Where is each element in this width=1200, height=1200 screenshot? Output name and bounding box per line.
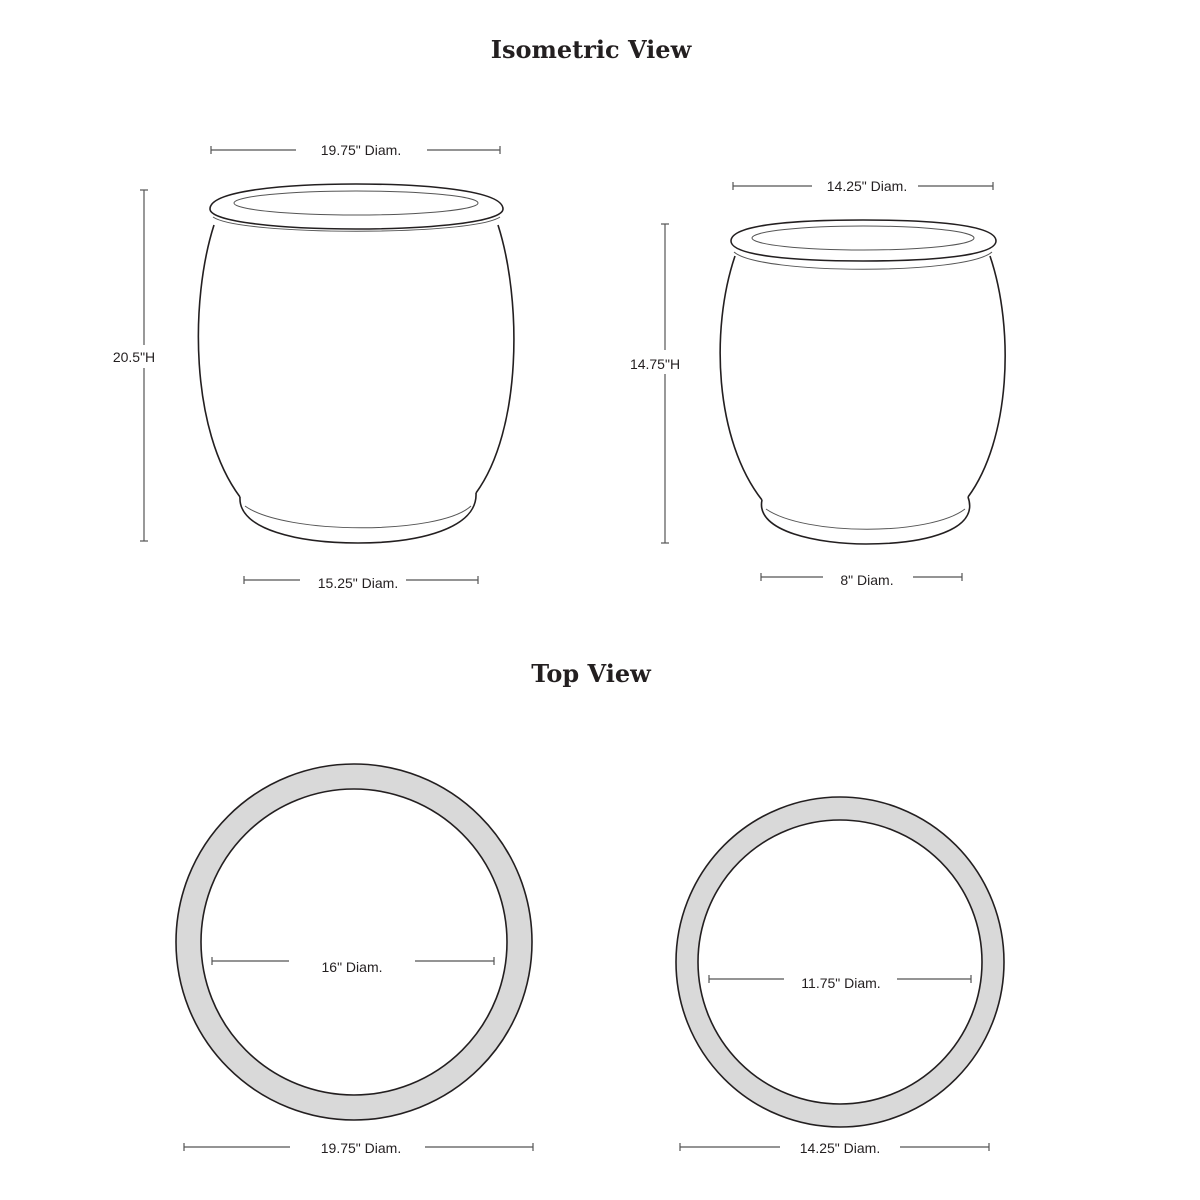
- large-pot-base-diameter-label: 15.25" Diam.: [317, 575, 399, 591]
- large-pot-isometric: [198, 184, 514, 543]
- small-pot-top-view: [676, 797, 1004, 1156]
- top-view-heading: Top View: [531, 659, 651, 688]
- small-pot-base-diameter-label: 8" Diam.: [840, 572, 894, 588]
- small-pot-inner-diameter-label: 11.75" Diam.: [801, 975, 881, 991]
- large-pot-inner-diameter-label: 16" Diam.: [321, 959, 383, 975]
- small-pot-top-diameter-label: 14.25" Diam.: [826, 178, 908, 194]
- small-pot-height-dimension: [630, 224, 680, 543]
- large-pot-top-diameter-dimension: [211, 142, 500, 158]
- large-pot-rim-ring: [176, 764, 532, 1120]
- small-pot-outer-diameter-label: 14.25" Diam.: [799, 1140, 881, 1156]
- large-pot-outer-diameter-label: 19.75" Diam.: [320, 1140, 402, 1156]
- large-pot-height-label: 20.5"H: [112, 349, 156, 365]
- small-pot-base-diameter-dimension: [761, 572, 962, 588]
- small-pot-isometric: [720, 220, 1005, 544]
- large-pot-height-dimension: [113, 190, 155, 541]
- large-pot-top-diameter-label: 19.75" Diam.: [320, 142, 402, 158]
- isometric-view-heading: Isometric View: [490, 35, 692, 64]
- small-pot-height-label: 14.75"H: [629, 356, 681, 372]
- large-pot-base-diameter-dimension: [244, 575, 478, 591]
- small-pot-rim-ring: [676, 797, 1004, 1127]
- small-pot-top-diameter-dimension: [733, 178, 993, 194]
- large-pot-top-view: [176, 764, 533, 1156]
